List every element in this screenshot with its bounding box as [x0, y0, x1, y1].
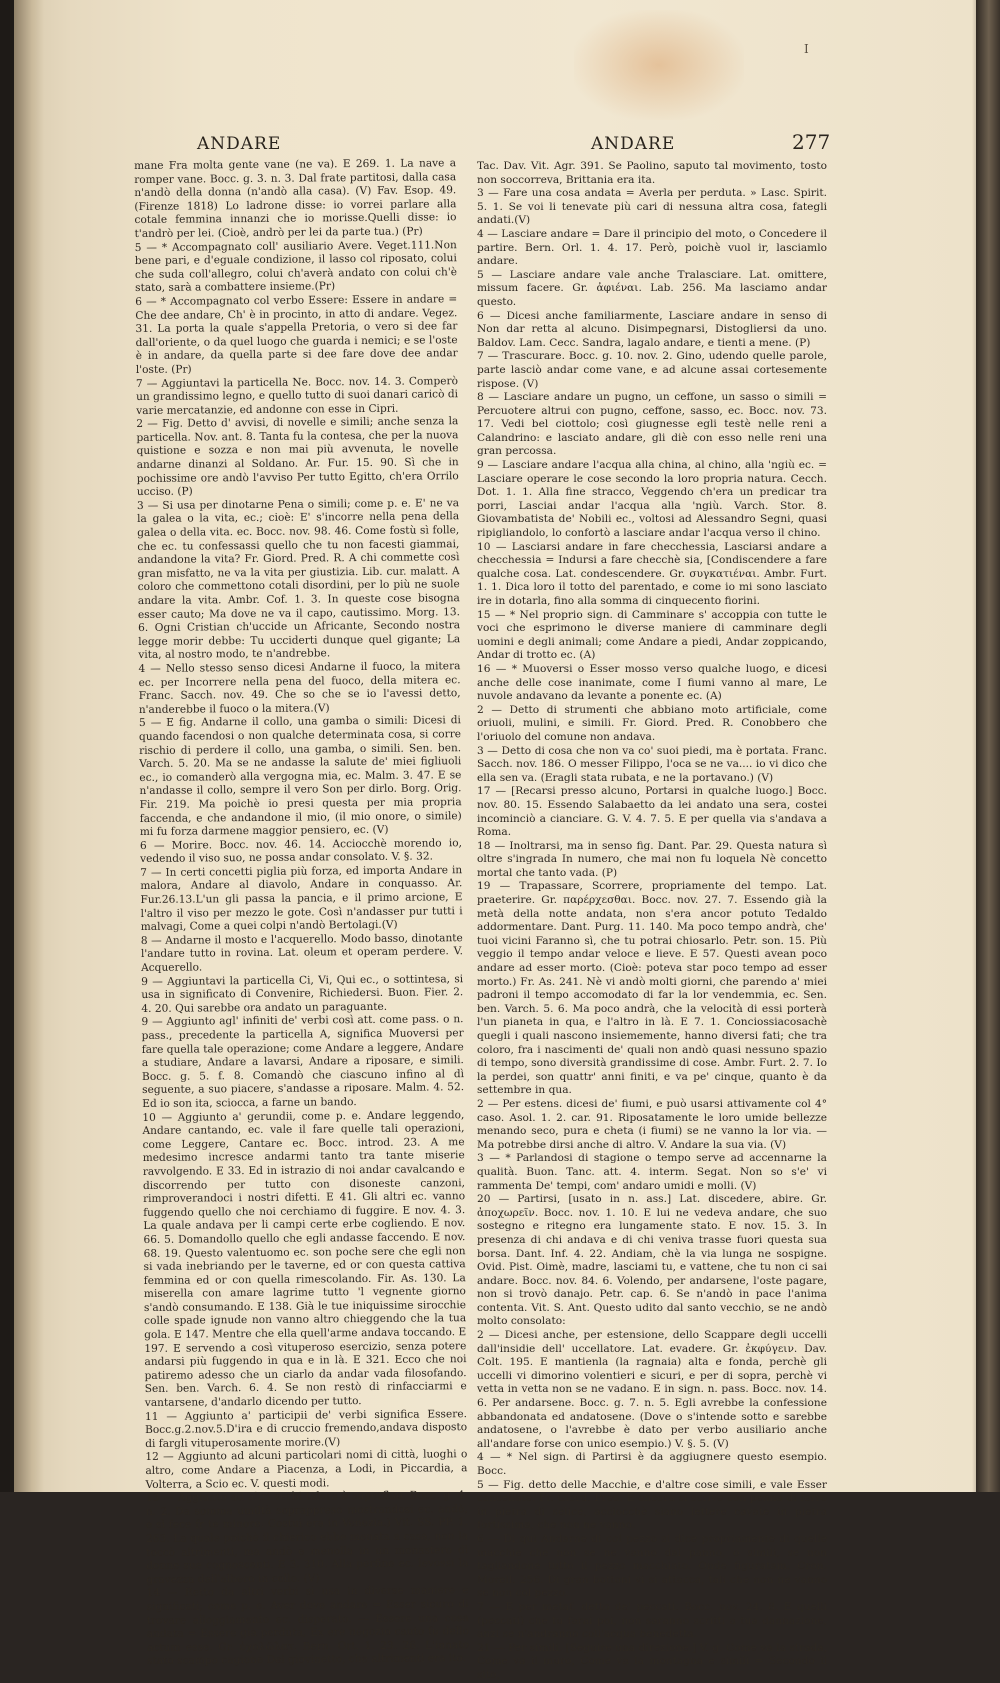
dictionary-paragraph: 4 — Nello stesso senso dicesi Andarne il fuoco, la mitera ec. per Incorrere nella pena del fuoco, della mitera ec. Franc. Sacch. nov. 49. Che so che se io l'avessi detto, n'anderebbe il fuoco o la mitera.(V) — [138, 660, 461, 716]
dictionary-paragraph: 11 — Aggiunto a' participii de' verbi significa Essere. Bocc.g.2.nov.5.D'ira e di cruccio fremendo,andava disposto di fargli vituperosamente morire.(V) — [144, 1407, 468, 1450]
dictionary-paragraph: 4 — * Nel sign. di Partirsi è da aggiugnere questo esempio. Bocc. — [477, 1451, 827, 1477]
dictionary-paragraph: 21 — Per simili. [Seguire una direzione.] V. g. Come va la strada, Come va il muro, Come va la montagna e simili = Secondo il sito, — [477, 1641, 827, 1681]
dictionary-paragraph: 18 — Inoltrarsi, ma in senso fig. Dant. Par. 29. Questa natura sì oltre s'ingrada In numero, che mai non fu loquela Nè concetto mortal che tanto vada. (P) — [477, 839, 827, 879]
dictionary-paragraph: 17 — [Recarsi presso alcuno, Portarsi in qualche luogo.] Bocc. nov. 80. 15. Essendo Salabaetto da lei andato una sera, costei incominciò a cianciare. G. V. 4. 7. 5. E per quella via s'andava a Roma. — [477, 785, 827, 839]
dictionary-paragraph: 2 — Fig. Detto d' avvisi, di novelle e simili; anche senza la particella. Nov. ant. 8. Tanta fu la contesa, che per la nuova quistione e sozza e non mai più avvenuta, le novelle andarne dinanzi al Soldano. Ar. Fur. 15. 90. Sì che in pochissime ore andò l'avviso Per tutto Egitto, ch'era Orrilo ucciso. (P) — [136, 415, 459, 499]
right-column — [477, 160, 827, 1683]
dictionary-paragraph: 4 — Lasciare andare = Dare il principio del moto, o Concedere il partire. Bern. Orl. 1. 4. 17. Però, poichè vuol ir, lasciamlo andare. — [477, 227, 827, 268]
dictionary-paragraph: 14 — Retto da altri verbi si usa in diverse maniere e significati; come p. e. Aver dove andare = Esser sicuro di trovare alloggiamento ec. disperato. — Essere una cosa andata = Essere già perduta, Ex ere negozio cauto fu dello actum esse. Gr. ὀχολῶλατ. Bern. Ort. 1. 23. 26. L'innato stato scampo cagione Del giovinetto, che altrimenti era ito. — [146, 1584, 470, 1668]
left-column — [134, 157, 469, 1669]
dictionary-paragraph: 19 — Trapassare, Scorrere, propriamente del tempo. Lat. praeterire. Gr. παρέρχεσθαι. Bocc. nov. 27. 7. Essendo già la metà della notte andata, non s'era ancor potuto Tedaldo addormentare. Dant. Purg. 11. 140. Ma poco tempo andrà, che' tuoi vicini Faranno sì, che tu potrai chiosarlo. Petr. son. 15. Più veggio il tempo andar veloce e lieve. E 57. Questi avean poco andare ad esser morto. (Cioè: poteva star poco tempo ad esser morto.) Fr. As. 241. Nè vi andò molti giorni, che parendo a' miei padroni il tempo accomodato di far la lor vendemmia, ec. Sen. ben. Varch. 5. 6. Ma poco andrà, che la velocità di essi porterà l'un pianeta in qua, e l'altro in là. E 7. 1. Conciossiacosachè quegli i quali nascono insiememente, hanno diversi fati; che tra coloro, fra i nascimenti de' quali non andò quasi nessuno spazio di tempo, sono diversità grandissime di cose. Ambr. Furt. 2. 7. Io la perdei, son quattr' anni finiti, e va pe' cinque, quanto è da settembre in qua. — [477, 880, 827, 1097]
dictionary-paragraph: 2 — Detto di strumenti che abbiano moto artificiale, come oriuoli, mulini, e simili. Fr. Giord. Pred. R. Conobbero che l'oriuolo del comune non andava. — [477, 703, 827, 743]
dictionary-paragraph: 20 — Partirsi, [usato in n. ass.] Lat. discedere, abire. Gr. ἀποχωρεῖν. Bocc. nov. 1. 10. E lui ne vedeva andare, che suo sostegno e ritegno era lungamente stato. E nov. 15. 3. In presenza di chi andava e di chi veniva trasse fuori questa sua borsa. Dant. Inf. 4. 22. Andiam, chè la via lunga ne sospigne. Ovid. Pist. Oimè, madre, lasciami tu, e vattene, che tu non ci sai andare. Bocc. nov. 84. 6. Volendo, per andarsene, l'oste pagare, non si trovò danajo. Petr. cap. 6. Se n'andò in pace l'anima contenta. Vit. S. Ant. Questo udito dal santo vecchio, se ne andò molto consolato: — [477, 1193, 827, 1328]
page-gutter — [14, 0, 44, 1492]
dictionary-paragraph: 10 — Aggiunto a' gerundii, come p. e. Andare leggendo, Andare cantando, ec. vale il fare quelle tali operazioni, come Leggere, Cantare ec. Bocc. introd. 23. A me medesimo incresce andarmi tanto tra tante miserie ravvolgendo. E 33. Ed in istrazio di noi andar cavalcando e discorrendo per tutto con disoneste canzoni, rimproverandoci i nostri difetti. E 41. Gli altri ec. vanno fuggendo quello che noi cerchiamo di fuggire. E nov. 4. 3. La quale andava per li campi certe erbe cogliendo. E nov. 66. 5. Domandollo quello che egli andasse faccendo. E nov. 68. 19. Questo valentuomo ec. son poche sere che egli non si vada inebriando per le taverne, ed or con questa cattiva femmina ed or con quella rimescolando. Fir. As. 130. La miserella con amare lagrime tutto 'l vegnente giorno s'andò consumando. E 138. Già le tue iniquissime sirocchie colle spade ignude non vanno altro chieggendo che la tua gola. E 147. Mentre che ella quell'arme andava toccando. E 197. E servendo a così vituperoso esercizio, senza potere andarsi più fuggendo in qua e in là. E 321. Ecco che noi patiremo adesso che un ciarlo da andar vada filosofando. Sen. ben. Varch. 6. 4. Se non restò di rinfacciarmi e vantarsene, d'andarlo dicendo per tutto. — [142, 1108, 467, 1409]
dictionary-paragraph: 7 — Aggiuntavi la particella Ne. Bocc. nov. 14. 3. Comperò un grandissimo legno, e quello tutto di suoi danari caricò di varie mercatanzie, ed andonne con esse in Cipri. — [135, 374, 459, 417]
dictionary-paragraph: 9 — Lasciare andare l'acqua alla china, al chino, alla 'ngiù ec. = Lasciare operare le cose secondo la loro propria natura. Cecch. Dot. 1. 1. Alla fine stracco, Veggendo ch'era un predicar tra porri, Lasciai andar l'acqua alla 'ngiù. Varch. Stor. 8. Giovambatista de' Nobili ec., voltosi ad Alessandro Segni, quasi ripigliandolo, lo confortò a lasciare andar l'acqua verso il chino. — [477, 459, 827, 540]
dictionary-paragraph: 3 — Detto di cosa che non va co' suoi piedi, ma è portata. Franc. Sacch. nov. 186. O messer Filippo, l'oca se ne va.... io vi dico che ella sen va. (Eragli stata rubata, e ne la portavano.) (V) — [477, 744, 827, 784]
dictionary-paragraph: 9 — Aggiunto agl' infiniti de' verbi così att. come pass. o n. pass., precedente la particella A, significa Muoversi per fare quella tale operazione; come Andare a leggere, Andare a studiare, Andare a lavarsi, Andare a riposare, e simili. Bocc. g. 5. f. 8. Comandò che ciascuno infino al dì seguente, a suo piacere, s'andasse a riposare. Malm. 4. 52. Ed io son ita, sciocca, a farne un bando. — [141, 1013, 465, 1110]
dictionary-paragraph: 15 — * Nel proprio sign. di Camminare s' accoppia con tutte le voci che esprimono le diverse maniere di camminare degli uomini e degli animali; come Andare a piedi, Andar zoppicando, Andar di trotto ec. (A) — [477, 608, 827, 662]
dictionary-paragraph: 7 — In certi concetti piglia più forza, ed importa Andare in malora, Andare al diavolo, Andare in conquasso. Ar. Fur.26.13.L'un gli passa la pancia, e il primo arcione, E l'altro il viso per mezzo le gote. Così n'andasser pur tutti i malvagi, Come a quei colpi n'andò Bertolagi.(V) — [140, 864, 463, 934]
dictionary-paragraph: 5 — * Accompagnato coll' ausiliario Avere. Veget.111.Non bene pari, e d'eguale condizione, il lasso col riposato, colui che suda coll'allegro, colui ch'averà andato con colui ch'è stato, sarà a combattere insieme.(Pr) — [134, 238, 458, 295]
page-number: 277 — [792, 130, 831, 154]
dictionary-paragraph: Tac. Dav. Vit. Agr. 391. Se Paolino, saputo tal movimento, tosto non soccorreva, Brittania era ita. — [477, 160, 827, 186]
dictionary-paragraph: 13 — Aggiunto ad altri verbi talora è superfluo. Bocc. g. 4. n. 2. Da somma umiltà soprappreso mostrandosi ec. andò, e sì fece fr te minore. Costui era in Venezia.) Vit. SS. PP. 1. 263. La quale poichè il chierico ebbe menata a casa, non la toccò altrimenti, ma andò e menolla in un monastero di donne sue cognoscenti. E 3. 310. Alla perfine ec. levossi la gravezza dell'albero in collo. (V) — [145, 1489, 469, 1586]
dictionary-paragraph: 12 — Aggiunto ad alcuni particolari nomi di città, luoghi o altro, come Andare a Piacenza, a Lodi, in Piccardia, a Volterra, a Scio ec. V. questi modi. — [145, 1448, 468, 1491]
page-top-mark: I — [804, 42, 809, 56]
water-stain — [574, 10, 744, 120]
dictionary-paragraph: 8 — Lasciare andare un pugno, un ceffone, un sasso o simili = Percuotere altrui con pugno, ceffone, sasso, ec. Bocc. nov. 73. 17. Vedi bel ciottolo; così giugnesse egli testè nelle reni a Calandrino: e lasciato andare, gli diè con esso nelle reni una gran percossa. — [477, 391, 827, 458]
dictionary-paragraph: 3 — Si usa per dinotarne Pena o simili; come p. e. E' ne va la galea o la vita, ec.; cioè: E' s'incorre nella pena della galea o della vita. ec. Bocc. nov. 98. 46. Come fostù sì folle, che ec. tu confessassi quello che tu non facesti giammai, andandone la vita? Fr. Giord. Pred. R. A chi commette così gran misfatto, ne va la vita per giustizia. Lib. cur. malatt. A coloro che commettono cotali disordini, per lo più ne suole andare la vita. Ambr. Cof. 1. 3. In queste cose bisogna esser cauto; Ma dove ne va il capo, cautissimo. Morg. 13. 6. Ogni Cristian ch'uccide un Africante, Secondo nostra legge morir debbe: Tu ucciderti dunque quel gigante; La vita, al nostro modo, te n'andrebbe. — [136, 497, 461, 662]
dictionary-paragraph: 5 — Fig. detto delle Macchie, e d'altre cose simili, e vale Esser cancellate. Fr. Giord. Pred. E ancora si scrive con penna di ferro in pietra di selice, acciocchè siano lettere cavate in pietra fortissima, che non ne vanno. — [477, 1478, 827, 1532]
dictionary-paragraph: 6 — Di qui Andarne di col pezzo si dice propriamente di quelle macchie che non se ne vanno dal panno, o simili, se non tagliandone tutto il pezzo macchiato. Onde figuratam. Cron. Morell. 256. Di gran bottoni vi si attacca, tali che non ne vanno se non col pezzo. — [477, 1532, 827, 1600]
dictionary-paragraph: 2 — Per estens. dicesi de' fiumi, e può usarsi attivamente col 4° caso. Asol. 1. 2. car. 91. Riposatamente le loro umide bellezze menando seco, pura e cheta (i fiumi) se ne vanno la lor via. — Ma potrebbe dirsi anche di altro. V. Andare la sua via. (V) — [477, 1097, 827, 1151]
dictionary-paragraph: 5 — Lasciare andare vale anche Tralasciare. Lat. omittere, missum facere. Gr. ἀφιέναι. Lab. 256. Ma lasciamo andar questo. — [477, 268, 827, 308]
dictionary-paragraph: 6 — * Accompagnato col verbo Essere: Essere in andare = Che dee andare, Ch' è in procinto, in atto di andare. Vegez. 31. La porta la quale s'appella Pretoria, o vero si dee far dall'oriente, o da quel luogo che guarda i nemici; e se l'oste è in andare, da quella parte si dee fare dove dee andar l'oste. (Pr) — [135, 293, 458, 376]
book-page — [14, 0, 976, 1681]
dictionary-paragraph: mane Fra molta gente vane (ne va). E 269. 1. La nave a romper vane. Bocc. g. 3. n. 3. Dal frate partitosi, dalla casa n'andò della donna (n'andò alla casa). (V) Fav. Esop. 49. (Firenze 1818) Lo ladrone disse: io vorrei parlare alla cotale femmina innanzi che io morisse.Quelli disse: io t'andrò per lei. (Cioè, andrò per lei da parte tua.) (Pr) — [134, 157, 457, 240]
dictionary-paragraph: 9 — Aggiuntavi la particella Ci, Vi, Qui ec., o sottintesa, si usa in significato di Convenire, Richiedersi. Buon. Fier. 2. 4. 20. Qui sarebbe ora andato un paraguante. — [141, 972, 464, 1015]
dictionary-paragraph: 3 — * Parlandosi di stagione o tempo serve ad accennarne la qualità. Buon. Tanc. att. 4. interm. Segat. Non so s'e' vi rammenta De' tempi, com' andaro umidi e molli. (V) — [477, 1152, 827, 1192]
dictionary-paragraph: 7 — E per metaf. detto de' peccati. Bocc. nov. 24. 8. E quelli (peccati) che tu farai poi, non saranno scritti a tua dannazione, anzi se n'andranno coll'acqua benedetta. — [477, 1600, 827, 1641]
dictionary-paragraph: 2 — Dicesi anche, per estensione, dello Scappare degli uccelli dall'insidie dell' uccellatore. Lat. evadere. Gr. ἐκφύγειν. Dav. Colt. 195. E mantienla (la ragnaia) alta e fonda, perchè gli uccelli vi dimorino volentieri e sicuri, e per di sopra, perchè vi vetta in vetta non se ne vadano. E in sign. n. pass. Bocc. nov. 14. 6. Per andarsene. Bocc. g. 7. n. 5. Egli avrebbe la confessione abbandonata ed andatosene. (Dove o s'intende sotto e sarebbe andatosene, o l'avrebbe è dato per verbo ausiliario anche all'andare forse con unico esempio.) V. §. 5. (V) — [477, 1329, 827, 1450]
dictionary-paragraph: 6 — Morire. Bocc. nov. 46. 14. Acciocchè morendo io, vedendo il viso suo, ne possa andar consolato. V. §. 32. — [139, 836, 463, 866]
dictionary-paragraph: 6 — Dicesi anche familiarmente, Lasciare andare in senso di Non dar retta al alcuno. Disimpegnarsi, Distogliersi da uno. Baldov. Lam. Cecc. Sandra, lagalo andare, e tienti a mene. (P) — [477, 309, 827, 349]
dictionary-paragraph: 8 — Andarne il mosto e l'acquerello. Modo basso, dinotante l'andare tutto in rovina. Lat. oleum et operam perdere. V. Acquerello. — [140, 932, 463, 975]
dictionary-paragraph: 16 — * Muoversi o Esser mosso verso qualche luogo, e dicesi anche delle cose inanimate, come I fiumi vanno al mare, Le nuvole andavano da levante a ponente ec. (A) — [477, 662, 827, 703]
page-edge-shadow — [972, 0, 1000, 1492]
dictionary-paragraph: 5 — E fig. Andarne il collo, una gamba o simili: Dicesi di quando facendosi o non qualche determinata cosa, si corre rischio di perdere il collo, una gamba, o simili. Sen. ben. Varch. 5. 20. Ma se ne andasse la salute de' miei figliuoli ec., io comanderò alla vergogna mia, ec. Malm. 3. 47. E se n'andasse il collo, sempre il vero Son per dirlo. Borg. Orig. Fir. 219. Ma poichè io presi questa per mia propria faccenda, e che andandone il mio, (il mio onore, o simile) mi fu forza darmene maggior pensiero, ec. (V) — [138, 714, 462, 839]
dictionary-paragraph: 7 — Trascurare. Bocc. g. 10. nov. 2. Gino, udendo quelle parole, parte lasciò andar come vane, e ad alcune assai cortesemente rispose. (V) — [477, 350, 827, 390]
left-headword: ANDARE — [197, 134, 282, 154]
dictionary-paragraph: 3 — Fare una cosa andata = Averla per perduta. » Lasc. Spirit. 5. 1. Se voi li tenevate più cari di nessuna altra cosa, fategli andati.(V) — [477, 187, 827, 227]
right-headword: ANDARE — [591, 134, 676, 154]
dictionary-paragraph: 10 — Lasciarsi andare in fare checchessia, Lasciarsi andare a checchessia = Indursi a fare checchè sia, [Condiscendere a fare qualche cosa. Lat. condescendere. Gr. συγκατιέναι. Ambr. Furt. 1. 1. Dica loro il totto del parentado, e come io mi sono lasciato ire in dotarla, fino alla somma di cinquecento fiorini. — [477, 540, 827, 607]
